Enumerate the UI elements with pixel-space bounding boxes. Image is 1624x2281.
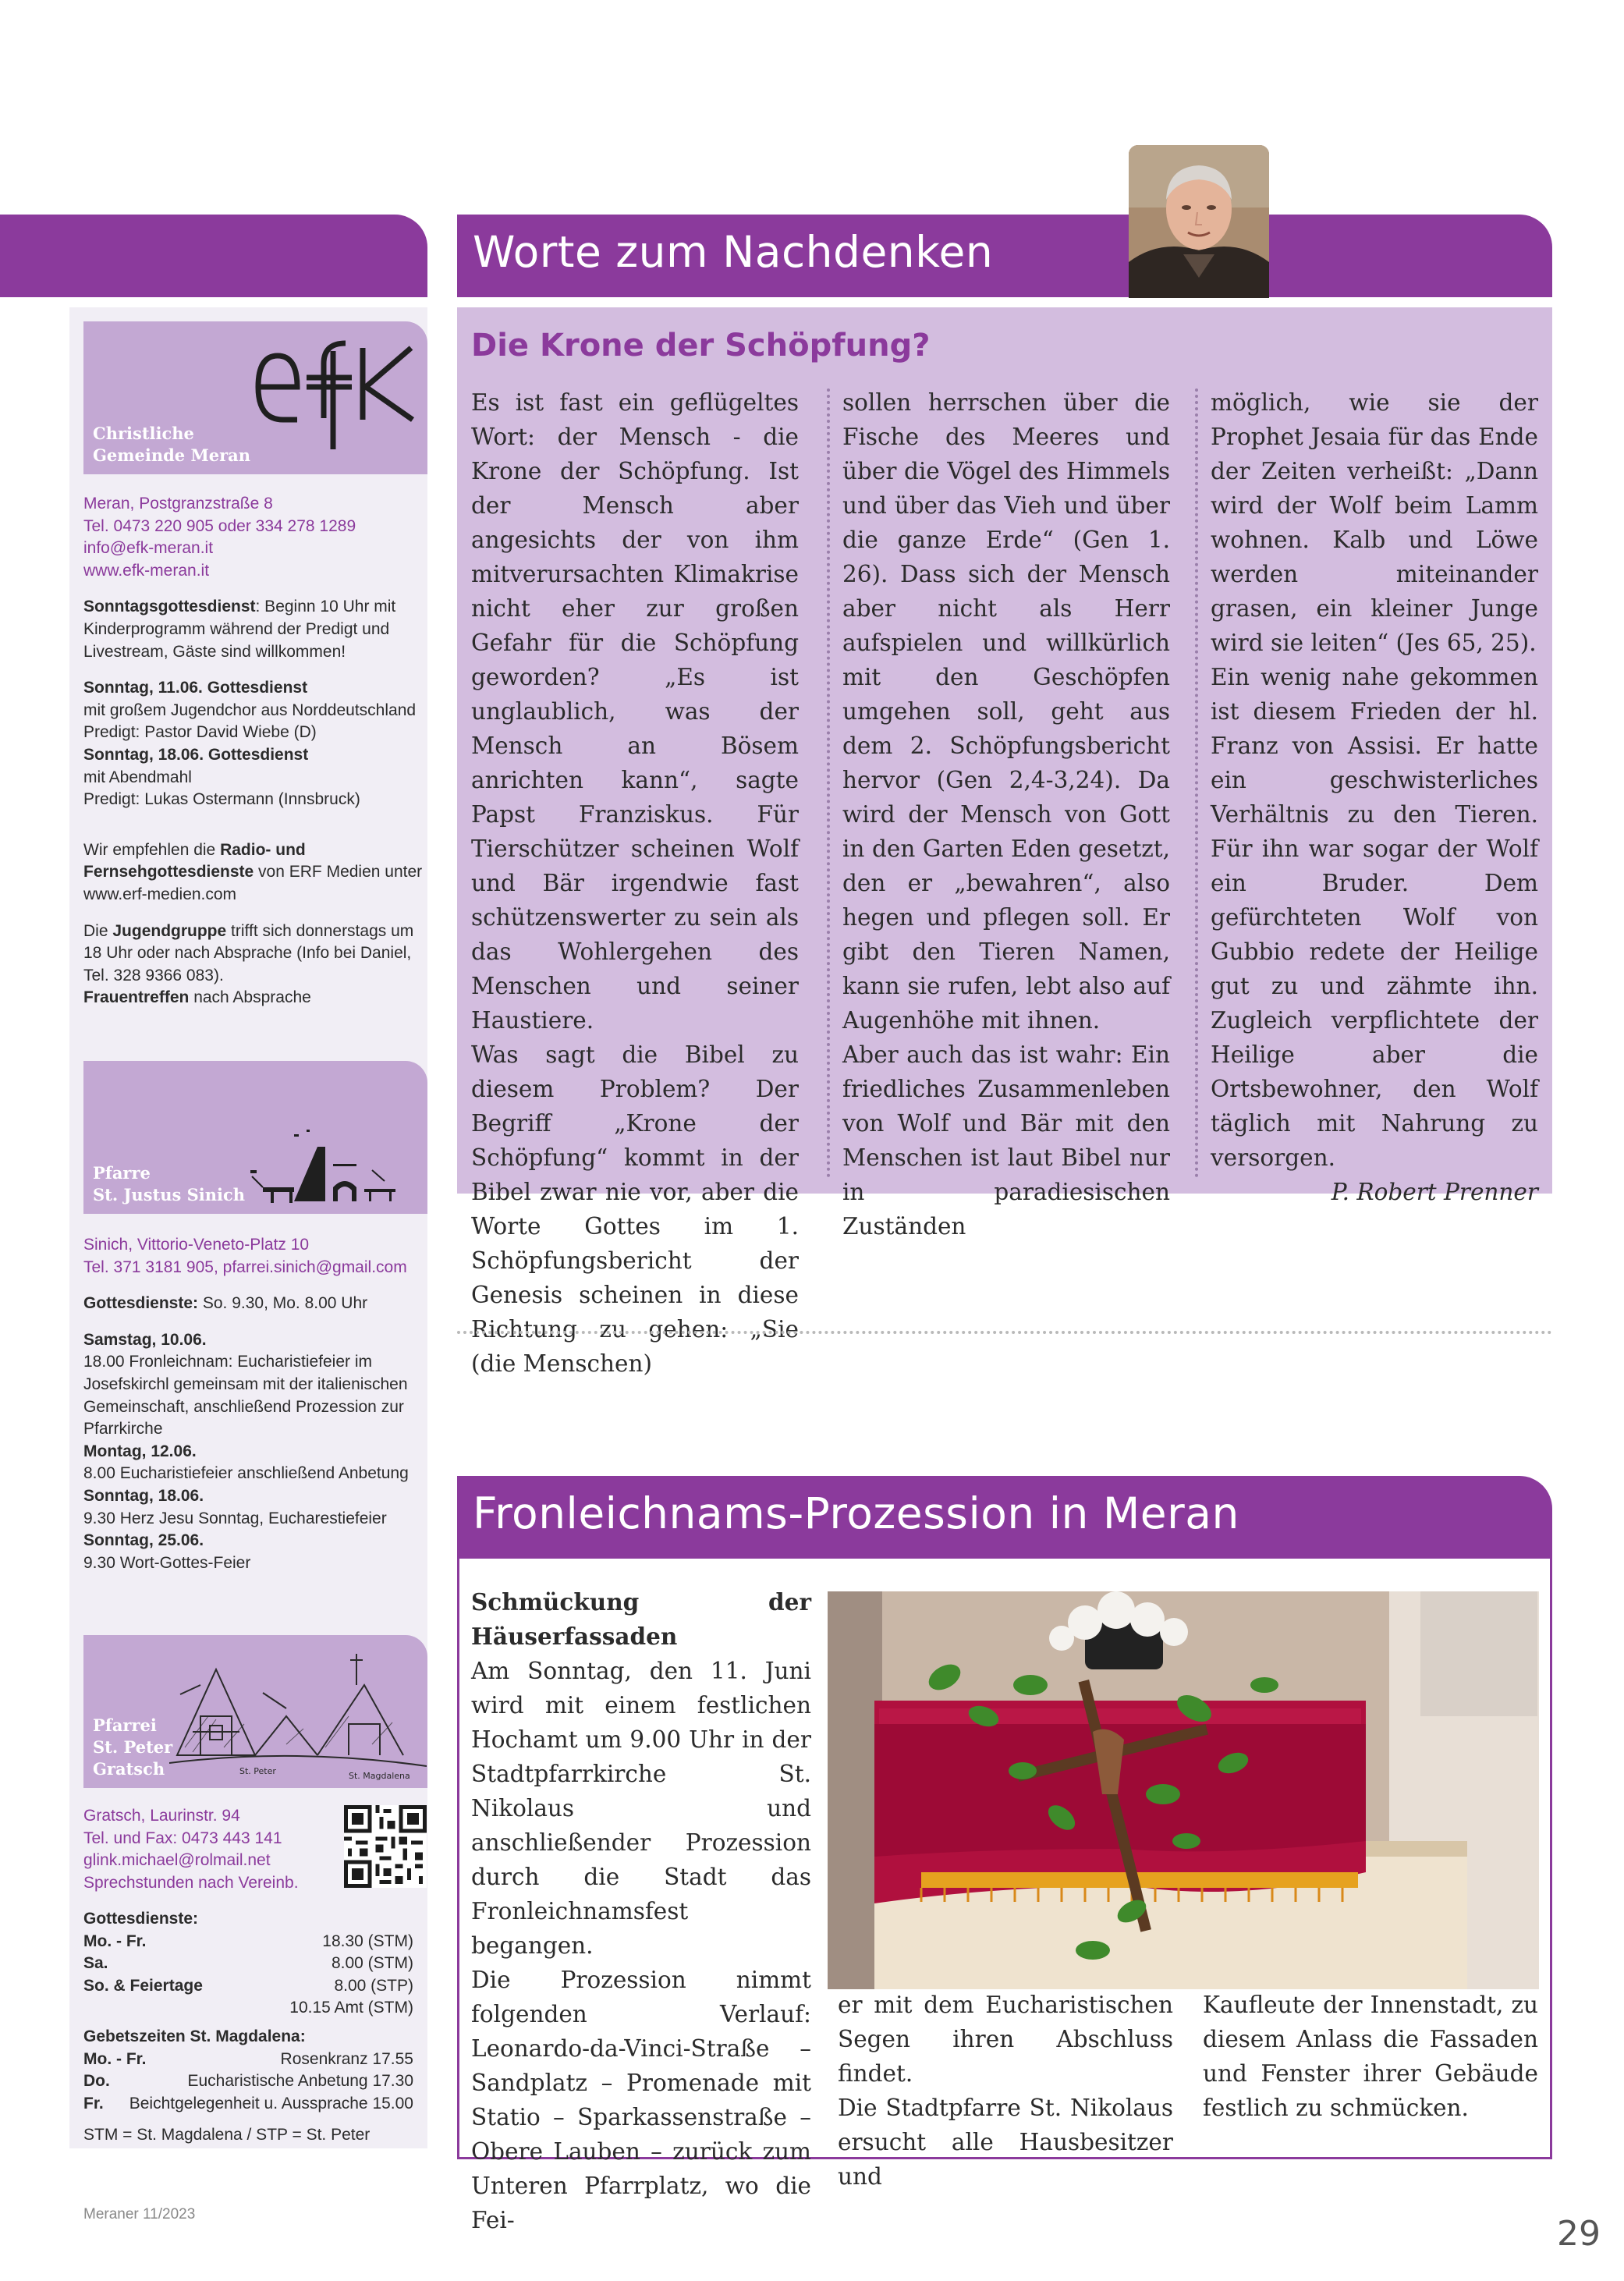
efk-radio-note: Wir empfehlen die Radio- und Fernsehgottesdienste von ERF Medien unter www.erf-medien.com [83,840,423,903]
gratsch-schedule [83,1908,427,2147]
gratsch-card [83,1635,427,1788]
efk-name: Christliche Gemeinde Meran [93,424,251,465]
sinich-date-1: Samstag, 10.06. 18.00 Fronleichnam: Eucharistiefeier im Josefskirchl gemeinsam mit der italienischen Gemeinschaft, anschließend Prozession zur Pfarrkirche [83,1330,408,1438]
footer-issue: Meraner 11/2023 [83,2206,196,2222]
worte-subtitle: Die Krone der Schöpfung? [471,328,931,364]
worte-article [457,307,1552,1377]
page-number: 29 [1557,2214,1601,2254]
gratsch-church-sketch [169,1638,427,1785]
paragraph: Die Stadtpfarre St. Nikolaus ersucht alle Hausbesitzer und [838,2095,1173,2190]
sinich-card [83,1061,427,1214]
gratsch-contact [83,1805,427,1894]
efk-email-link[interactable]: info@efk-meran.it [83,539,214,558]
paragraph: Kaufleute der Innenstadt, zu diesem Anlass die Fassaden und Fenster ihrer Gebäude festlich zu schmücken. [1203,1992,1538,2121]
efk-website-link[interactable]: www.efk-meran.it [83,561,210,580]
gratsch-email-link[interactable]: glink.michael@rolmail.net [83,1851,271,1870]
sinich-date-3: Sonntag, 18.06. 9.30 Herz Jesu Sonntag, Eucharestiefeier [83,1486,387,1527]
schedule-row: So. & Feiertage 8.00 (STP) [83,1976,413,1995]
paragraph: sollen herrschen über die Fische des Meeres und über die Vögel des Himmels und über das Vieh und über die ganze Erde“ (Gen 1. 26). Dass sich der Mensch aber nicht als Herr aufspielen und willkürlich mit den Geschöpfen umgehen soll, geht aus dem 2. Schöpfungsbericht hervor (Gen 2,4-3,24). Da wird der Mensch von Gott in den Garten Eden gesetzt, den er „bewahren“, also hegen und pflegen soll. Er gibt den Tieren Namen, kann sie rufen, lebt also auf Augenhöhe mit ihnen. [842,389,1170,1034]
sidebar-parish-info [69,307,427,2148]
paragraph: Die Prozession nimmt folgenden Verlauf: Leonardo-da-Vinci-Straße – Sandplatz – Promenade mit Statio – Sparkassenstraße – Obere Lauben – zurück zum Unteren Pfarrplatz, wo die Fei- [471,1967,811,2233]
fron-column-1 [471,1585,811,2237]
column-divider [1195,388,1198,1178]
worte-column-3 [1211,385,1538,1209]
efk-sunday-service: Sonntagsgottesdienst: Beginn 10 Uhr mit Kinderprogramm während der Predigt und Livestream, Gäste sind willkommen! [83,598,396,661]
gratsch-prayer-label: Gebetszeiten St. Magdalena: [83,2027,306,2045]
gratsch-legend: STM = St. Magdalena / STP = St. Peter [83,2126,371,2144]
prayer-row: Do. Eucharistische Anbetung 17.30 [83,2072,413,2091]
sinich-date-2: Montag, 12.06. 8.00 Eucharistiefeier anschließend Anbetung [83,1442,409,1483]
efk-event-2: Sonntag, 18.06. Gottesdienst mit Abendmahl Predigt: Lukas Ostermann (Innsbruck) [83,745,360,809]
sinich-date-4: Sonntag, 25.06. 9.30 Wort-Gottes-Feier [83,1531,251,1572]
author-portrait [1129,145,1269,298]
paragraph: er mit dem Eucharistischen Segen ihren Abschluss findet. [838,1992,1173,2087]
efk-women-note: Frauentreffen nach Absprache [83,988,311,1007]
sinich-contact[interactable]: Tel. 371 3181 905, pfarrei.sinich@gmail.com [83,1258,407,1276]
fron-column-3 [1203,1988,1538,2125]
sinich-church-sketch [247,1116,419,1209]
fron-column-2 [838,1988,1173,2194]
paragraph: möglich, wie sie der Prophet Jesaia für das Ende der Zeiten verheißt: „Dann wird der Wolf beim Lamm wohnen. Kalb und Löwe werden miteinander grasen, ein kleiner Junge wird sie leiten“ (Jes 65, 25). [1211,389,1538,656]
paragraph: Aber auch das ist wahr: Ein friedliches Zusammenleben von Wolf und Bär mit den Menschen ist laut Bibel nur in paradiesischen Zuständen [842,1041,1170,1240]
gratsch-address: Gratsch, Laurinstr. 94 [83,1807,240,1825]
fron-banner [457,1476,1552,1559]
prayer-row: Fr. Beichtgelegenheit u. Aussprache 15.00 [83,2094,413,2112]
schedule-row: Mo. - Fr. 18.30 (STM) [83,1932,413,1950]
prayer-row: Mo. - Fr. Rosenkranz 17.55 [83,2049,413,2068]
efk-card [83,321,427,474]
gratsch-phone: Tel. und Fax: 0473 443 141 [83,1829,282,1847]
author-signature: P. Robert Prenner [1331,1179,1538,1205]
paragraph: Was sagt die Bibel zu diesem Problem? Der Begriff „Krone der Schöpfung“ kommt in der Bibel zwar nie vor, aber die Worte Gottes im 1. Schöpfungsbericht der Genesis scheinen in diese Richtung zu gehen: „Sie (die Menschen) [471,1041,799,1377]
schedule-row: 10.15 Amt (STM) [289,1999,413,2017]
efk-logo [252,332,424,457]
efk-event-1: Sonntag, 11.06. Gottesdienst mit großem Jugendchor aus Norddeutschland Predigt: Pastor David Wiebe (D) [83,679,417,742]
sidebar-header-band [0,215,427,297]
fron-banner-title: Fronleichnams-Prozession in Meran [473,1488,1239,1538]
schedule-row: Sa. 8.00 (STM) [83,1954,413,1973]
sinich-info [83,1234,427,1574]
worte-banner [457,215,1552,297]
efk-info [83,493,427,1009]
gratsch-name: Pfarrei St. Peter Gratsch [93,1715,173,1779]
sinich-address: Sinich, Vittorio-Veneto-Platz 10 [83,1236,310,1254]
paragraph: Am Sonntag, den 11. Juni wird mit einem festlichen Hochamt um 9.00 Uhr in der Stadtpfarrkirche St. Nikolaus und anschließender Prozession durch die Stadt das Fronleichnamsfest begangen. [471,1658,811,1959]
efk-phone: Tel. 0473 220 905 oder 334 278 1289 [83,516,356,535]
worte-banner-title: Worte zum Nachdenken [473,227,994,277]
worte-column-2 [842,385,1170,1243]
paragraph: Ein wenig nahe gekommen ist diesem Frieden der hl. Franz von Assisi. Er hatte ein geschwisterliches Verhältnis zu den Tieren. Für ihn war sogar der Wolf ein Bruder. Dem gefürchteten Wolf von Gubbio redete der Heilige gut zu und zähmte ihn. Zugleich verpflichtete der Heilige aber die Ortsbewohner, den Wolf täglich mit Nahrung zu versorgen. [1211,664,1538,1171]
section-divider [457,1331,1552,1334]
column-divider [827,388,830,1178]
efk-youth-note: Die Jugendgruppe trifft sich donnerstags um 18 Uhr oder nach Absprache (Info bei Daniel, Tel. 328 9366 083). [83,921,414,984]
sketch-label-st-magdalena: St. Magdalena [349,1771,410,1781]
efk-address: Meran, Postgranzstraße 8 [83,495,273,513]
sinich-services: Gottesdienste: So. 9.30, Mo. 8.00 Uhr [83,1294,368,1313]
sinich-name: Pfarre St. Justus Sinich [93,1163,246,1204]
gratsch-hours: Sprechstunden nach Vereinb. [83,1873,299,1892]
fron-heading: Schmückung der Häuserfassaden [471,1588,811,1650]
sketch-label-st-peter: St. Peter [239,1766,276,1776]
paragraph: Es ist fast ein geflügeltes Wort: der Mensch - die Krone der Schöpfung. Ist der Mensch aber angesichts der von ihm mitverursachten Klimakrise nicht eher zur großen Gefahr für die Schöpfung geworden? „Es ist unglaublich, was der Mensch an Bösem anrichten kann“, sagte Papst Franziskus. Für Tierschützer scheinen Wolf und Bär irgendwie fast schützenswerter zu sein als das Wohlergehen des Menschen und seiner Haustiere. [471,389,799,1034]
gratsch-services-label: Gottesdienste: [83,1910,199,1928]
fron-balcony-photo [828,1591,1539,1989]
worte-column-1 [471,385,799,1381]
